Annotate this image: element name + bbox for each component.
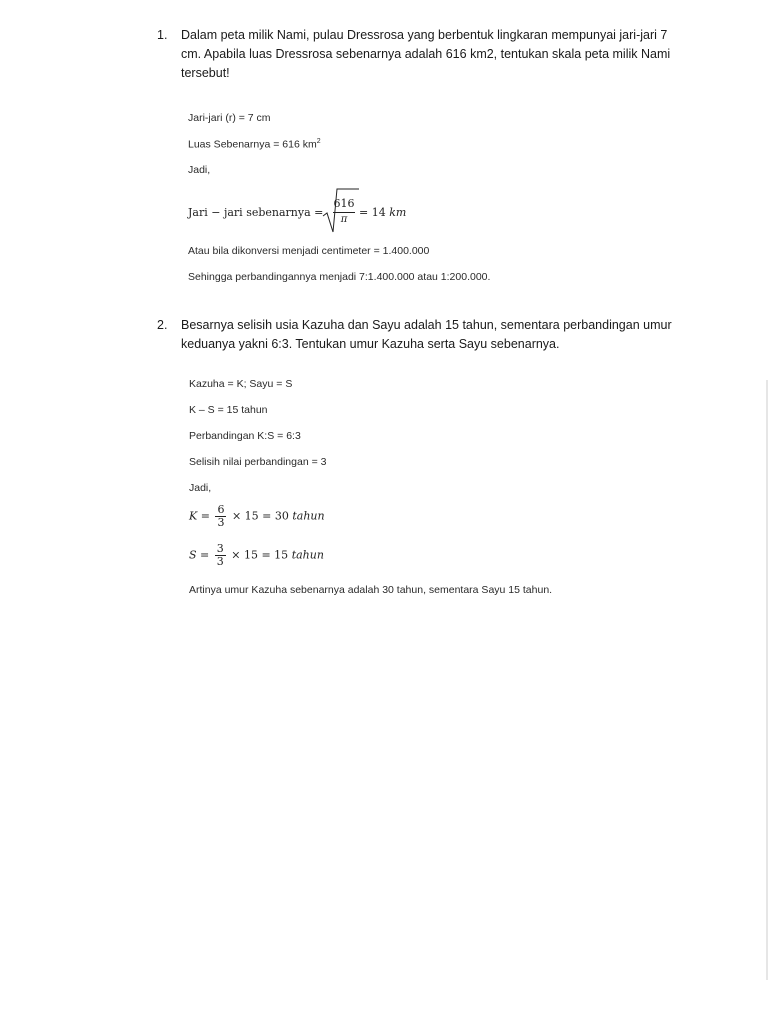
answer-1-conversion: Atau bila dikonversi menjadi centimeter = 1.400.000 — [188, 245, 430, 257]
sqrt-denominator: π — [340, 214, 348, 225]
sqrt-symbol — [322, 186, 360, 234]
answer-1-conclusion: Sehingga perbandingannya menjadi 7:1.400.000 atau 1:200.000. — [188, 271, 491, 283]
answer-1-radius: Jari-jari (r) = 7 cm — [188, 112, 271, 124]
equation-k: K = $\frac{6}{3}$ × 15 = 30 tahun — [189, 503, 325, 529]
answer-2-conclusion: Artinya umur Kazuha sebenarnya adalah 30 tahun, sementara Sayu 15 tahun. — [189, 584, 553, 596]
answer-2-vars: Kazuha = K; Sayu = S — [189, 378, 293, 390]
answer-2-ratio-diff: Selisih nilai perbandingan = 3 — [189, 456, 327, 468]
question-1-line-3: tersebut! — [181, 66, 230, 80]
sqrt-numerator: 616 — [333, 197, 355, 210]
answer-1-area: Luas Sebenarnya = 616 $km^2$ — [188, 138, 321, 151]
fraction-bar — [333, 212, 355, 213]
question-2-line-2: keduanya yakni 6:3. Tentukan umur Kazuha serta Sayu sebenarnya. — [181, 337, 560, 351]
fraction-s: $\frac{3}{3}$ — [216, 542, 224, 568]
answer-1-formula-label: Jari − jari sebenarnya = — [188, 206, 324, 219]
question-1-number: 1. — [157, 28, 168, 42]
answer-2-jadi: Jadi, — [189, 482, 212, 494]
answer-1-formula-result: = 14 km — [359, 206, 407, 219]
equation-s: S = $\frac{3}{3}$ × 15 = 15 tahun — [189, 542, 324, 568]
question-2-number: 2. — [157, 318, 168, 332]
question-1-line-1: Dalam peta milik Nami, pulau Dressrosa yang berbentuk lingkaran mempunyai jari-jari 7 — [181, 28, 668, 42]
answer-2-ratio: Perbandingan K:S = 6:3 — [189, 430, 301, 442]
answer-2-difference: K – S = 15 tahun — [189, 404, 268, 416]
question-2-line-1: Besarnya selisih usia Kazuha dan Sayu adalah 15 tahun, sementara perbandingan umur — [181, 318, 672, 332]
answer-1-jadi: Jadi, — [188, 164, 211, 176]
question-1-line-2: cm. Apabila luas Dressrosa sebenarnya adalah 616 km2, tentukan skala peta milik Nami — [181, 47, 671, 61]
fraction-k: $\frac{6}{3}$ — [217, 503, 225, 529]
